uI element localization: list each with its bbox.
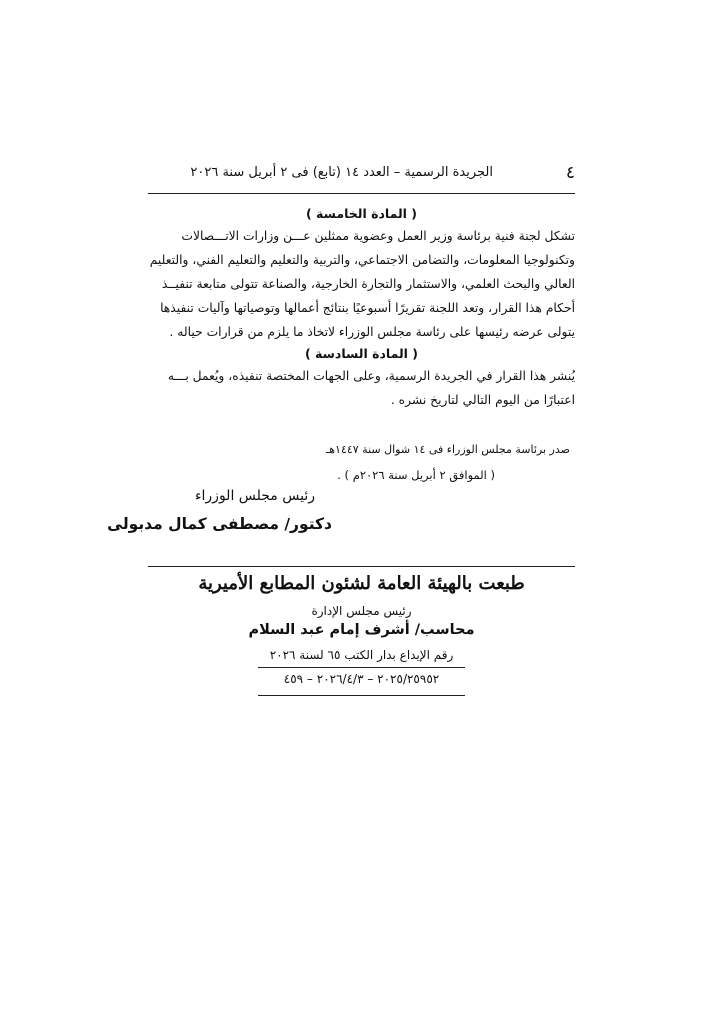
page-number: ٤ [565, 163, 575, 183]
footer-divider [148, 566, 575, 567]
signatory-name: دكتور/ مصطفى كمال مدبولى [107, 515, 332, 533]
article-five-text [148, 224, 575, 344]
gazette-header-title: الجريدة الرسمية – العدد ١٤ (تابع) فى ٢ أبريل سنة ٢٠٢٦ [190, 165, 493, 180]
article-five-line: يتولى عرضه رئيسها على رئاسة مجلس الوزراء لاتخاذ ما يلزم من قرارات حياله . [169, 325, 575, 339]
article-five-line: العالي والبحث العلمي، والاستثمار والتجارة الخارجية، والصناعة تتولى متابعة تنفيــذ [161, 277, 575, 291]
deposit-divider [258, 667, 465, 668]
issuance-date: صدر برئاسة مجلس الوزراء فى ١٤ شوال سنة ١٤٤٧هـ [326, 443, 570, 456]
serial-divider [258, 695, 465, 696]
article-six-line: يُنشر هذا القرار في الجريدة الرسمية، وعلى الجهات المختصة تنفيذه، ويُعمل بـــه [167, 369, 575, 383]
board-head-name: محاسب/ أشرف إمام عبد السلام [248, 622, 475, 638]
article-six-line: اعتبارًا من اليوم التالي لتاريخ نشره . [390, 393, 575, 407]
article-five-line: تشكل لجنة فنية برئاسة وزير العمل وعضوية ممثلين عـــن وزارات الاتـــصالات [181, 229, 575, 243]
article-six-heading: ( المادة السادسة ) [304, 346, 418, 361]
board-head-title: رئيس مجلس الإدارة [311, 604, 412, 618]
article-five-line: أحكام هذا القرار، وتعد اللجنة تقريرًا أسبوعيًا بنتائج أعمالها وتوصياتها وآليات تنفيذها [160, 301, 575, 315]
corresponding-date: ( الموافق ٢ أبريل سنة ٢٠٢٦م ) . [337, 468, 495, 482]
article-five-heading: ( المادة الخامسة ) [305, 206, 418, 221]
header-divider [148, 193, 575, 194]
page-header [148, 161, 575, 187]
signatory-title: رئيس مجلس الوزراء [194, 488, 315, 504]
serial-number: ٢٠٢٥/٢٥٩٥٢ – ٢٠٢٦/٤/٣ – ٤٥٩ [283, 672, 440, 686]
article-five-line: وتكنولوجيا المعلومات، والتضامن الاجتماعي، والتربية والتعليم والتعليم الفني، والتعليم [149, 253, 575, 267]
article-six-text [148, 364, 575, 412]
decree-body [148, 204, 575, 412]
printer-name: طبعت بالهيئة العامة لشئون المطابع الأميرية [198, 573, 525, 594]
deposit-number: رقم الإيداع بدار الكتب ٦٥ لسنة ٢٠٢٦ [269, 648, 454, 662]
